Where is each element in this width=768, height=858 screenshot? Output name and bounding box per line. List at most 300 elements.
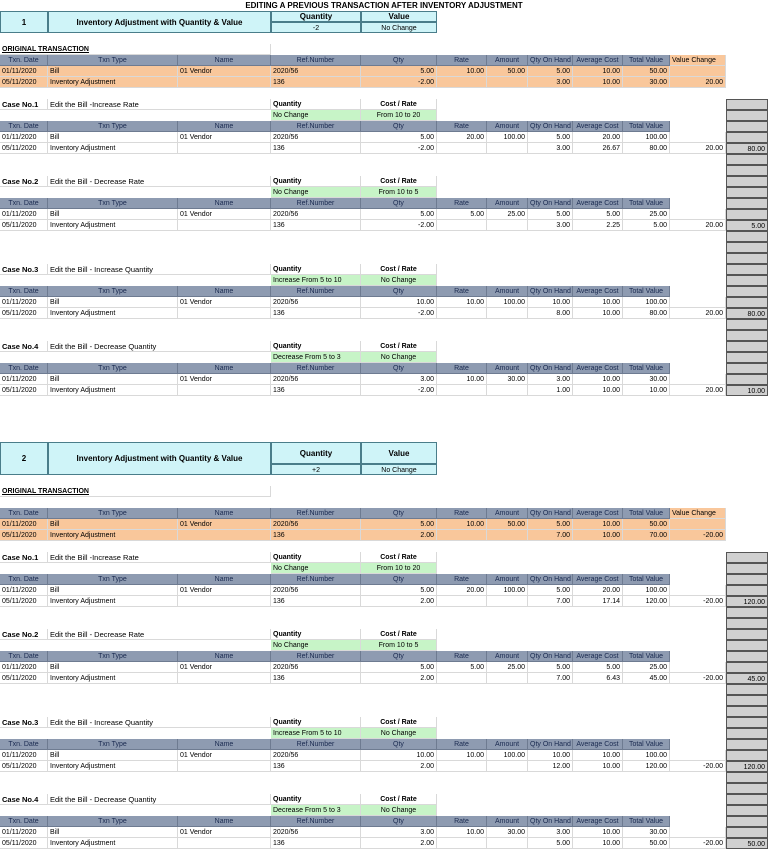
table-cell[interactable]: Inventory Adjustment: [48, 308, 178, 319]
table-cell[interactable]: 20.00: [670, 385, 726, 396]
table-cell[interactable]: Inventory Adjustment: [48, 385, 178, 396]
quantity-label[interactable]: Quantity: [271, 552, 361, 563]
gray-cell[interactable]: [726, 319, 768, 330]
column-header[interactable]: Txn Type: [48, 198, 178, 209]
column-header[interactable]: Amount: [487, 739, 528, 750]
table-cell[interactable]: 50.00: [623, 519, 670, 530]
table-cell[interactable]: 10.00: [437, 750, 487, 761]
table-cell[interactable]: [487, 220, 528, 231]
table-cell[interactable]: 3.00: [528, 77, 573, 88]
table-cell[interactable]: 05/11/2020: [0, 143, 48, 154]
original-transaction-label[interactable]: ORIGINAL TRANSACTION: [0, 486, 271, 497]
table-cell[interactable]: 10.00: [573, 761, 623, 772]
value-label[interactable]: Value: [361, 442, 437, 464]
column-header[interactable]: Rate: [437, 574, 487, 585]
column-header[interactable]: Total Value: [623, 363, 670, 374]
table-cell[interactable]: [670, 209, 726, 220]
table-cell[interactable]: 05/11/2020: [0, 530, 48, 541]
table-cell[interactable]: [487, 530, 528, 541]
table-cell[interactable]: 05/11/2020: [0, 596, 48, 607]
table-cell[interactable]: Bill: [48, 662, 178, 673]
table-cell[interactable]: 05/11/2020: [0, 77, 48, 88]
table-cell[interactable]: Inventory Adjustment: [48, 673, 178, 684]
table-cell[interactable]: [487, 308, 528, 319]
gray-cell[interactable]: [726, 275, 768, 286]
table-cell[interactable]: Bill: [48, 374, 178, 385]
column-header[interactable]: Txn Type: [48, 739, 178, 750]
column-header[interactable]: Ref.Number: [271, 286, 361, 297]
column-header[interactable]: Rate: [437, 121, 487, 132]
table-cell[interactable]: 05/11/2020: [0, 673, 48, 684]
column-header[interactable]: Qty: [361, 286, 437, 297]
column-header[interactable]: Rate: [437, 286, 487, 297]
table-cell[interactable]: 20.00: [670, 220, 726, 231]
table-cell[interactable]: 120.00: [623, 596, 670, 607]
table-cell[interactable]: 100.00: [487, 585, 528, 596]
gray-cell[interactable]: [726, 662, 768, 673]
section-number[interactable]: 1: [0, 11, 48, 33]
column-header[interactable]: Qty: [361, 574, 437, 585]
column-header[interactable]: Amount: [487, 198, 528, 209]
table-cell[interactable]: 20.00: [573, 132, 623, 143]
table-cell[interactable]: 20.00: [437, 585, 487, 596]
table-cell[interactable]: [437, 143, 487, 154]
column-header[interactable]: Total Value: [623, 739, 670, 750]
column-header[interactable]: Rate: [437, 198, 487, 209]
column-header[interactable]: Rate: [437, 651, 487, 662]
table-cell[interactable]: [670, 519, 726, 530]
section-number[interactable]: 2: [0, 442, 48, 475]
gray-cell[interactable]: [726, 552, 768, 563]
gray-cell[interactable]: [726, 198, 768, 209]
column-header[interactable]: Txn. Date: [0, 574, 48, 585]
column-header[interactable]: Qty On Hand: [528, 198, 573, 209]
table-cell[interactable]: [178, 761, 271, 772]
table-cell[interactable]: 136: [271, 143, 361, 154]
table-cell[interactable]: 01 Vendor: [178, 585, 271, 596]
column-header[interactable]: Average Cost: [573, 816, 623, 827]
cost-rate-label[interactable]: Cost / Rate: [361, 341, 437, 352]
table-cell[interactable]: 01 Vendor: [178, 132, 271, 143]
gray-cell[interactable]: [726, 341, 768, 352]
table-cell[interactable]: 70.00: [623, 530, 670, 541]
table-cell[interactable]: 20.00: [670, 308, 726, 319]
gray-cell[interactable]: [726, 242, 768, 253]
table-cell[interactable]: 2.25: [573, 220, 623, 231]
result-value[interactable]: 10.00: [726, 385, 768, 396]
table-cell[interactable]: 01 Vendor: [178, 827, 271, 838]
table-cell[interactable]: 100.00: [487, 750, 528, 761]
case-description[interactable]: Edit the Bill -Increase Rate: [48, 99, 271, 110]
table-cell[interactable]: 136: [271, 385, 361, 396]
table-cell[interactable]: 7.00: [528, 530, 573, 541]
column-header[interactable]: Amount: [487, 574, 528, 585]
table-cell[interactable]: [178, 673, 271, 684]
table-cell[interactable]: 5.00: [528, 662, 573, 673]
result-value[interactable]: 50.00: [726, 838, 768, 849]
table-cell[interactable]: [178, 596, 271, 607]
column-header[interactable]: Qty: [361, 121, 437, 132]
case-description[interactable]: Edit the Bill - Increase Quantity: [48, 717, 271, 728]
table-cell[interactable]: 3.00: [528, 220, 573, 231]
case-label[interactable]: Case No.1: [0, 99, 48, 110]
gray-cell[interactable]: [726, 264, 768, 275]
table-cell[interactable]: 30.00: [623, 827, 670, 838]
table-cell[interactable]: 50.00: [487, 519, 528, 530]
table-cell[interactable]: 01/11/2020: [0, 750, 48, 761]
result-value[interactable]: 5.00: [726, 220, 768, 231]
column-header[interactable]: Txn. Date: [0, 121, 48, 132]
column-header[interactable]: Qty On Hand: [528, 286, 573, 297]
column-header[interactable]: Total Value: [623, 121, 670, 132]
table-cell[interactable]: [437, 530, 487, 541]
table-cell[interactable]: 05/11/2020: [0, 308, 48, 319]
gray-cell[interactable]: [726, 607, 768, 618]
section-heading[interactable]: Inventory Adjustment with Quantity & Value: [48, 11, 271, 33]
table-cell[interactable]: 5.00: [437, 662, 487, 673]
column-header[interactable]: Txn. Date: [0, 651, 48, 662]
table-cell[interactable]: 2.00: [361, 673, 437, 684]
table-cell[interactable]: 136: [271, 220, 361, 231]
gray-cell[interactable]: [726, 574, 768, 585]
table-cell[interactable]: 136: [271, 596, 361, 607]
table-cell[interactable]: 3.00: [361, 374, 437, 385]
table-cell[interactable]: [670, 585, 726, 596]
table-cell[interactable]: 5.00: [573, 209, 623, 220]
table-cell[interactable]: 10.00: [437, 66, 487, 77]
table-cell[interactable]: 01/11/2020: [0, 662, 48, 673]
table-cell[interactable]: 2020/56: [271, 209, 361, 220]
table-cell[interactable]: 05/11/2020: [0, 220, 48, 231]
cost-rate-label[interactable]: Cost / Rate: [361, 629, 437, 640]
table-cell[interactable]: 50.00: [623, 66, 670, 77]
quantity-change[interactable]: No Change: [271, 110, 361, 121]
table-cell[interactable]: [487, 761, 528, 772]
table-cell[interactable]: 10.00: [573, 750, 623, 761]
column-header[interactable]: Ref.Number: [271, 739, 361, 750]
table-cell[interactable]: 01 Vendor: [178, 750, 271, 761]
table-cell[interactable]: 120.00: [623, 761, 670, 772]
quantity-label[interactable]: Quantity: [271, 264, 361, 275]
table-cell[interactable]: 136: [271, 530, 361, 541]
table-cell[interactable]: 5.00: [361, 519, 437, 530]
table-cell[interactable]: -20.00: [670, 530, 726, 541]
table-cell[interactable]: 30.00: [623, 77, 670, 88]
quantity-label[interactable]: Quantity: [271, 99, 361, 110]
value-label[interactable]: Value: [361, 11, 437, 22]
column-header[interactable]: Name: [178, 121, 271, 132]
table-cell[interactable]: 2020/56: [271, 374, 361, 385]
case-label[interactable]: Case No.2: [0, 629, 48, 640]
table-cell[interactable]: [178, 308, 271, 319]
quantity-change[interactable]: No Change: [271, 187, 361, 198]
table-cell[interactable]: 20.00: [437, 132, 487, 143]
column-header[interactable]: Txn Type: [48, 55, 178, 66]
column-header[interactable]: Txn Type: [48, 574, 178, 585]
table-cell[interactable]: 01/11/2020: [0, 827, 48, 838]
gray-cell[interactable]: [726, 783, 768, 794]
column-header[interactable]: Total Value: [623, 286, 670, 297]
column-header[interactable]: Total Value: [623, 816, 670, 827]
table-cell[interactable]: 01 Vendor: [178, 662, 271, 673]
table-cell[interactable]: [178, 385, 271, 396]
table-cell[interactable]: Inventory Adjustment: [48, 838, 178, 849]
table-cell[interactable]: -2.00: [361, 385, 437, 396]
table-cell[interactable]: 01 Vendor: [178, 66, 271, 77]
table-cell[interactable]: 5.00: [361, 209, 437, 220]
column-header[interactable]: Total Value: [623, 574, 670, 585]
table-cell[interactable]: 2020/56: [271, 827, 361, 838]
table-cell[interactable]: [670, 750, 726, 761]
column-header[interactable]: Qty On Hand: [528, 363, 573, 374]
column-header[interactable]: Amount: [487, 508, 528, 519]
table-cell[interactable]: Inventory Adjustment: [48, 596, 178, 607]
table-cell[interactable]: Bill: [48, 209, 178, 220]
table-cell[interactable]: 30.00: [487, 374, 528, 385]
gray-cell[interactable]: [726, 728, 768, 739]
table-cell[interactable]: 10.00: [573, 308, 623, 319]
table-cell[interactable]: 10.00: [437, 827, 487, 838]
table-cell[interactable]: 01/11/2020: [0, 519, 48, 530]
table-cell[interactable]: 2020/56: [271, 750, 361, 761]
table-cell[interactable]: Bill: [48, 66, 178, 77]
table-cell[interactable]: 20.00: [670, 77, 726, 88]
gray-cell[interactable]: [726, 640, 768, 651]
cost-rate-label[interactable]: Cost / Rate: [361, 264, 437, 275]
quantity-label[interactable]: Quantity: [271, 794, 361, 805]
table-cell[interactable]: [670, 374, 726, 385]
gray-cell[interactable]: [726, 176, 768, 187]
case-label[interactable]: Case No.2: [0, 176, 48, 187]
table-cell[interactable]: 2020/56: [271, 132, 361, 143]
column-header[interactable]: Qty: [361, 55, 437, 66]
table-cell[interactable]: 80.00: [623, 308, 670, 319]
table-cell[interactable]: 5.00: [528, 519, 573, 530]
table-cell[interactable]: 2020/56: [271, 662, 361, 673]
table-cell[interactable]: 20.00: [573, 585, 623, 596]
cost-rate-label[interactable]: Cost / Rate: [361, 552, 437, 563]
column-header[interactable]: Ref.Number: [271, 651, 361, 662]
gray-cell[interactable]: [726, 684, 768, 695]
table-cell[interactable]: 25.00: [487, 209, 528, 220]
column-header[interactable]: Ref.Number: [271, 198, 361, 209]
table-cell[interactable]: 01 Vendor: [178, 374, 271, 385]
gray-cell[interactable]: [726, 739, 768, 750]
table-cell[interactable]: [670, 66, 726, 77]
table-cell[interactable]: 17.14: [573, 596, 623, 607]
table-cell[interactable]: [437, 77, 487, 88]
gray-cell[interactable]: [726, 794, 768, 805]
table-cell[interactable]: 30.00: [487, 827, 528, 838]
gray-cell[interactable]: [726, 110, 768, 121]
column-header[interactable]: Qty On Hand: [528, 508, 573, 519]
table-cell[interactable]: [178, 77, 271, 88]
gray-cell[interactable]: [726, 231, 768, 242]
column-header[interactable]: Name: [178, 508, 271, 519]
table-cell[interactable]: 2020/56: [271, 297, 361, 308]
table-cell[interactable]: 12.00: [528, 761, 573, 772]
original-transaction-label[interactable]: ORIGINAL TRANSACTION: [0, 44, 271, 55]
column-header[interactable]: Txn Type: [48, 286, 178, 297]
table-cell[interactable]: Bill: [48, 585, 178, 596]
table-cell[interactable]: 7.00: [528, 596, 573, 607]
case-label[interactable]: Case No.3: [0, 264, 48, 275]
column-header[interactable]: Txn. Date: [0, 55, 48, 66]
table-cell[interactable]: 100.00: [623, 297, 670, 308]
column-header[interactable]: Qty: [361, 363, 437, 374]
gray-cell[interactable]: [726, 717, 768, 728]
gray-cell[interactable]: [726, 286, 768, 297]
value-change-header[interactable]: Value Change: [670, 508, 726, 519]
quantity-change[interactable]: No Change: [271, 563, 361, 574]
column-header[interactable]: Ref.Number: [271, 55, 361, 66]
table-cell[interactable]: -20.00: [670, 673, 726, 684]
gray-cell[interactable]: [726, 121, 768, 132]
table-cell[interactable]: 01/11/2020: [0, 66, 48, 77]
table-cell[interactable]: 136: [271, 308, 361, 319]
table-cell[interactable]: 10.00: [528, 750, 573, 761]
column-header[interactable]: Amount: [487, 816, 528, 827]
table-cell[interactable]: Inventory Adjustment: [48, 761, 178, 772]
quantity-label[interactable]: Quantity: [271, 176, 361, 187]
table-cell[interactable]: [437, 838, 487, 849]
table-cell[interactable]: [178, 838, 271, 849]
table-cell[interactable]: 01/11/2020: [0, 374, 48, 385]
result-value[interactable]: 80.00: [726, 143, 768, 154]
result-value[interactable]: 120.00: [726, 596, 768, 607]
column-header[interactable]: Average Cost: [573, 363, 623, 374]
column-header[interactable]: Rate: [437, 55, 487, 66]
table-cell[interactable]: [437, 673, 487, 684]
table-cell[interactable]: 01 Vendor: [178, 209, 271, 220]
column-header[interactable]: Qty On Hand: [528, 816, 573, 827]
case-label[interactable]: Case No.4: [0, 794, 48, 805]
gray-cell[interactable]: [726, 585, 768, 596]
column-header[interactable]: Amount: [487, 121, 528, 132]
table-cell[interactable]: 2020/56: [271, 585, 361, 596]
table-cell[interactable]: 10.00: [623, 385, 670, 396]
table-cell[interactable]: [437, 308, 487, 319]
table-cell[interactable]: 136: [271, 673, 361, 684]
table-cell[interactable]: 136: [271, 838, 361, 849]
column-header[interactable]: Name: [178, 651, 271, 662]
column-header[interactable]: Rate: [437, 508, 487, 519]
case-description[interactable]: Edit the Bill - Decrease Rate: [48, 176, 271, 187]
table-cell[interactable]: Bill: [48, 827, 178, 838]
table-cell[interactable]: 50.00: [623, 838, 670, 849]
table-cell[interactable]: 01/11/2020: [0, 297, 48, 308]
table-cell[interactable]: 100.00: [623, 585, 670, 596]
table-cell[interactable]: 10.00: [573, 374, 623, 385]
column-header[interactable]: Qty On Hand: [528, 651, 573, 662]
quantity-value[interactable]: -2: [271, 22, 361, 33]
column-header[interactable]: Name: [178, 363, 271, 374]
column-header[interactable]: Txn Type: [48, 651, 178, 662]
table-cell[interactable]: 5.00: [573, 662, 623, 673]
column-header[interactable]: Average Cost: [573, 55, 623, 66]
table-cell[interactable]: 5.00: [361, 66, 437, 77]
cost-rate-label[interactable]: Cost / Rate: [361, 176, 437, 187]
table-cell[interactable]: 5.00: [361, 585, 437, 596]
gray-cell[interactable]: [726, 827, 768, 838]
table-cell[interactable]: 5.00: [623, 220, 670, 231]
table-cell[interactable]: [437, 596, 487, 607]
table-cell[interactable]: [487, 596, 528, 607]
column-header[interactable]: Total Value: [623, 508, 670, 519]
gray-cell[interactable]: [726, 352, 768, 363]
gray-cell[interactable]: [726, 165, 768, 176]
table-cell[interactable]: 2.00: [361, 761, 437, 772]
table-cell[interactable]: 10.00: [573, 77, 623, 88]
column-header[interactable]: Average Cost: [573, 198, 623, 209]
column-header[interactable]: Txn. Date: [0, 816, 48, 827]
table-cell[interactable]: 3.00: [528, 827, 573, 838]
table-cell[interactable]: [178, 220, 271, 231]
table-cell[interactable]: 01/11/2020: [0, 132, 48, 143]
column-header[interactable]: Ref.Number: [271, 574, 361, 585]
table-cell[interactable]: 1.00: [528, 385, 573, 396]
table-cell[interactable]: 26.67: [573, 143, 623, 154]
case-label[interactable]: Case No.1: [0, 552, 48, 563]
case-description[interactable]: Edit the Bill - Decrease Quantity: [48, 341, 271, 352]
result-value[interactable]: 80.00: [726, 308, 768, 319]
column-header[interactable]: Ref.Number: [271, 816, 361, 827]
column-header[interactable]: Ref.Number: [271, 121, 361, 132]
column-header[interactable]: Name: [178, 739, 271, 750]
gray-cell[interactable]: [726, 805, 768, 816]
column-header[interactable]: Txn. Date: [0, 739, 48, 750]
table-cell[interactable]: 2.00: [361, 838, 437, 849]
table-cell[interactable]: 01 Vendor: [178, 519, 271, 530]
gray-cell[interactable]: [726, 618, 768, 629]
table-cell[interactable]: 2.00: [361, 596, 437, 607]
cost-rate-change[interactable]: No Change: [361, 275, 437, 286]
case-label[interactable]: Case No.3: [0, 717, 48, 728]
table-cell[interactable]: [670, 132, 726, 143]
table-cell[interactable]: 50.00: [487, 66, 528, 77]
table-cell[interactable]: 3.00: [361, 827, 437, 838]
table-cell[interactable]: 3.00: [528, 374, 573, 385]
column-header[interactable]: Name: [178, 816, 271, 827]
gray-cell[interactable]: [726, 772, 768, 783]
table-cell[interactable]: -2.00: [361, 143, 437, 154]
cost-rate-change[interactable]: From 10 to 20: [361, 563, 437, 574]
table-cell[interactable]: 7.00: [528, 673, 573, 684]
gray-cell[interactable]: [726, 132, 768, 143]
cost-rate-label[interactable]: Cost / Rate: [361, 717, 437, 728]
gray-cell[interactable]: [726, 99, 768, 110]
table-cell[interactable]: 8.00: [528, 308, 573, 319]
table-cell[interactable]: 01/11/2020: [0, 209, 48, 220]
table-cell[interactable]: [178, 143, 271, 154]
quantity-label[interactable]: Quantity: [271, 11, 361, 22]
cost-rate-label[interactable]: Cost / Rate: [361, 99, 437, 110]
cost-rate-change[interactable]: No Change: [361, 728, 437, 739]
table-cell[interactable]: 05/11/2020: [0, 761, 48, 772]
table-cell[interactable]: 100.00: [623, 132, 670, 143]
column-header[interactable]: Rate: [437, 363, 487, 374]
result-value[interactable]: 45.00: [726, 673, 768, 684]
table-cell[interactable]: Inventory Adjustment: [48, 220, 178, 231]
column-header[interactable]: Amount: [487, 286, 528, 297]
table-cell[interactable]: [670, 662, 726, 673]
quantity-change[interactable]: Increase From 5 to 10: [271, 728, 361, 739]
table-cell[interactable]: 05/11/2020: [0, 385, 48, 396]
table-cell[interactable]: 10.00: [528, 297, 573, 308]
table-cell[interactable]: -20.00: [670, 596, 726, 607]
column-header[interactable]: Average Cost: [573, 739, 623, 750]
gray-cell[interactable]: [726, 563, 768, 574]
